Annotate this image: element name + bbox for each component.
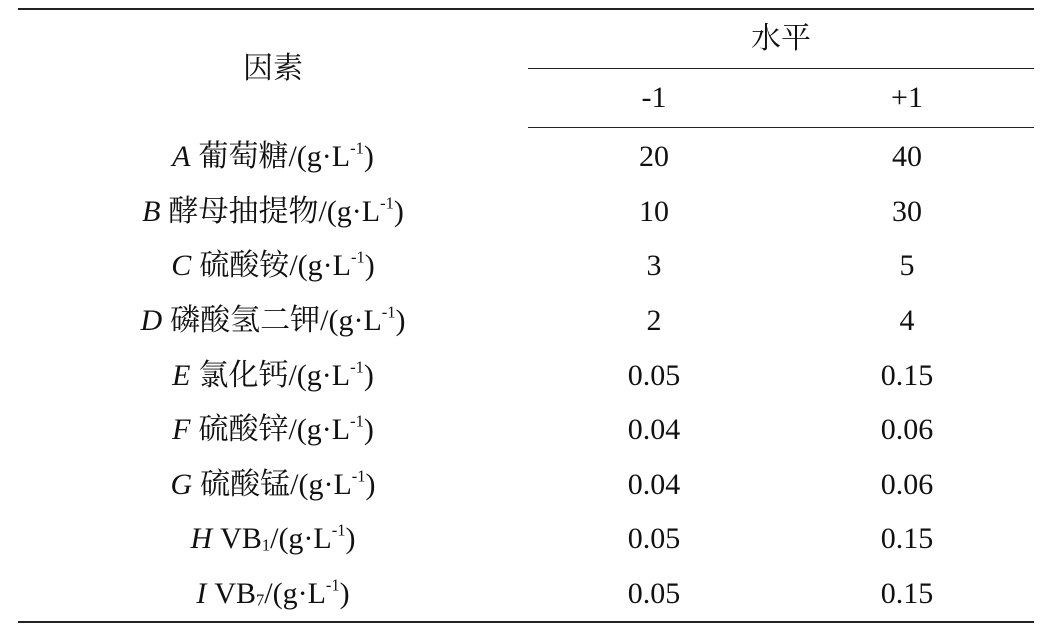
table-row [18, 403, 1034, 458]
unit-exponent: -1 [350, 138, 364, 158]
table-row [18, 294, 1034, 349]
factor-letter: C [171, 249, 192, 283]
factor-letter: H [190, 522, 213, 556]
header-level: 水平 [528, 9, 1034, 69]
factor-unit: $/(g\cdot L^{-1})$ [288, 138, 374, 174]
unit-exponent: -1 [380, 193, 394, 213]
level-high-cell: 0.06 [880, 413, 934, 447]
level-high-cell: 0.15 [780, 567, 1034, 623]
factor-cell [18, 128, 528, 185]
header-factor: 因素 [18, 9, 528, 128]
factor-cell [18, 294, 528, 349]
level-low-cell: 3 [646, 249, 662, 283]
level-high-cell: 40 [892, 140, 922, 174]
factor-unit: $/(g\cdot L^{-1})$ [318, 193, 404, 228]
factor-cell [18, 185, 528, 240]
factor-name: 硫酸锰 [200, 467, 291, 501]
factor-cell [18, 567, 528, 623]
level-high-cell: 0.15 [880, 522, 934, 556]
factor-unit: $/(g\cdot L^{-1})$ [270, 521, 356, 556]
level-low-cell: 0.04 [627, 413, 681, 447]
level-low-cell: 0.04 [627, 467, 681, 501]
header-level-low: -1 [528, 69, 780, 128]
factor-name: 酵母抽提物 [168, 194, 319, 228]
factor-cell [18, 348, 528, 403]
table-row [18, 458, 1034, 513]
level-low-cell: 20 [639, 140, 669, 174]
factor-cell [18, 458, 528, 513]
level-low-cell: 2 [646, 304, 662, 338]
level-high-cell: 4 [899, 304, 915, 338]
factor-letter: D [140, 304, 163, 338]
factor-unit: $/(g\cdot L^{-1})$ [288, 357, 374, 392]
factor-letter: B [142, 194, 161, 228]
factor-name: $VB_1$ [220, 522, 271, 556]
table-row [18, 567, 1034, 623]
unit-exponent: -1 [325, 575, 340, 595]
level-low-cell: 0.05 [627, 522, 681, 556]
factor-name: 磷酸氢二钾 [170, 304, 321, 338]
factor-letter: E [172, 358, 191, 392]
level-high-cell: 0.15 [880, 358, 934, 392]
factor-unit: $/(g\cdot L^{-1})$ [288, 411, 374, 447]
factor-cell [18, 239, 528, 294]
table-row [18, 512, 1034, 567]
factor-name: $VB_7$ [214, 577, 265, 611]
factor-name-subscript: 1 [261, 535, 271, 555]
unit-exponent: -1 [350, 411, 364, 431]
factor-unit: $/(g\cdot L^{-1})$ [290, 466, 376, 501]
factor-cell [18, 403, 528, 458]
factor-letter: A [172, 140, 191, 174]
factor-unit: $/(g\cdot L^{-1})$ [289, 248, 375, 283]
table-row [18, 185, 1034, 240]
level-low-cell: 0.05 [528, 567, 780, 623]
factor-name: 葡萄糖 [198, 140, 289, 174]
unit-exponent: -1 [350, 248, 365, 268]
factor-name-subscript: 7 [256, 590, 265, 610]
table-row [18, 128, 1034, 185]
factor-name: 氯化钙 [198, 358, 289, 392]
factor-unit: $/(g\cdot L^{-1})$ [264, 575, 350, 611]
header-level-high: +1 [780, 69, 1034, 128]
factor-name: 硫酸锌 [198, 413, 289, 447]
factor-letter: G [170, 467, 193, 501]
unit-exponent: -1 [350, 357, 364, 377]
factor-unit: $/(g\cdot L^{-1})$ [320, 302, 406, 338]
level-high-cell: 0.06 [880, 467, 934, 501]
level-low-cell: 10 [639, 194, 669, 228]
factor-cell [18, 512, 528, 567]
table-row [18, 239, 1034, 294]
unit-exponent: -1 [381, 302, 396, 322]
factor-level-table [18, 8, 1034, 623]
unit-exponent: -1 [351, 466, 366, 486]
level-high-cell: 5 [899, 249, 915, 283]
table-row [18, 348, 1034, 403]
factor-name: 硫酸铵 [199, 249, 290, 283]
factor-letter: F [172, 413, 191, 447]
unit-exponent: -1 [331, 521, 346, 541]
factor-letter: I [196, 577, 207, 611]
level-low-cell: 0.05 [627, 358, 681, 392]
level-high-cell: 30 [892, 194, 922, 228]
